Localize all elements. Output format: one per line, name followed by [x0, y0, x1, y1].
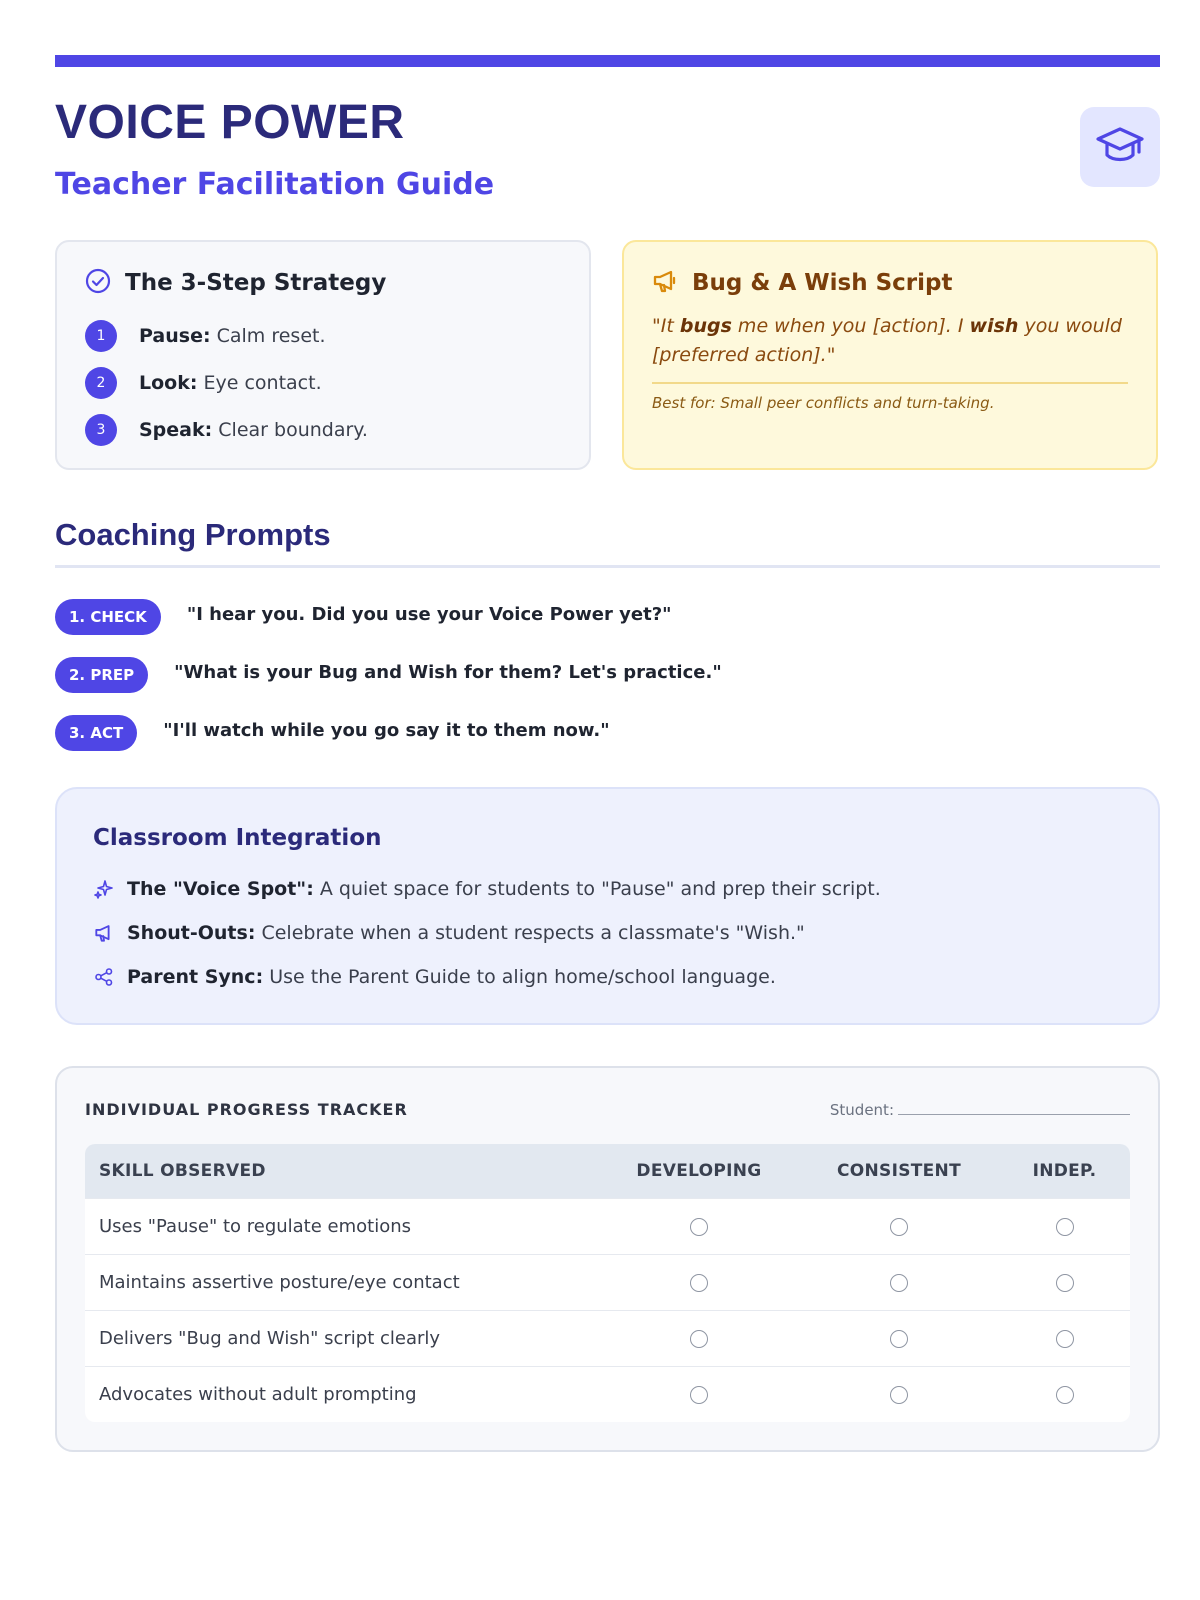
- coaching-prompt: [55, 704, 1160, 762]
- table-row: [85, 1311, 1130, 1367]
- integration-text: [127, 878, 881, 900]
- student-field: [830, 1100, 1130, 1119]
- coaching-prompt: [55, 646, 1160, 704]
- consistent-cell: [799, 1367, 999, 1423]
- progress-tracker: [55, 1066, 1160, 1452]
- strategy-steps: [85, 312, 561, 453]
- top-cards: [55, 240, 1160, 472]
- consistent-cell: [799, 1311, 999, 1367]
- integration-item: [93, 955, 1122, 999]
- student-name-line[interactable]: [898, 1100, 1130, 1115]
- table-row: [85, 1199, 1130, 1255]
- developing-radio[interactable]: [690, 1330, 708, 1348]
- developing-radio[interactable]: [690, 1386, 708, 1404]
- integration-text: [127, 922, 805, 944]
- table-row: [85, 1367, 1130, 1423]
- table-row: [85, 1255, 1130, 1311]
- integration-description: Celebrate when a student respects a classmate's "Wish.": [255, 922, 805, 944]
- integration-label: Parent Sync:: [127, 966, 264, 988]
- prompt-text: "I hear you. Did you use your Voice Power yet?": [186, 603, 672, 625]
- developing-radio[interactable]: [690, 1274, 708, 1292]
- developing-radio[interactable]: [690, 1218, 708, 1236]
- page-subtitle: Teacher Facilitation Guide: [55, 167, 495, 202]
- consistent-radio[interactable]: [890, 1330, 908, 1348]
- developing-cell: [599, 1367, 799, 1423]
- consistent-radio[interactable]: [890, 1218, 908, 1236]
- script-text: you would [preferred action].": [652, 315, 1122, 366]
- independent-radio[interactable]: [1056, 1330, 1074, 1348]
- step-label: Speak:: [139, 418, 213, 441]
- strategy-step: [85, 359, 561, 406]
- share-icon: [93, 966, 115, 988]
- step-text: [139, 419, 368, 441]
- coaching-prompt: [55, 588, 1160, 646]
- coaching-prompts-title: Coaching Prompts: [55, 517, 1160, 568]
- strategy-step: [85, 406, 561, 453]
- independent-radio[interactable]: [1056, 1386, 1074, 1404]
- student-label: Student:: [829, 1100, 894, 1119]
- independent-cell: [999, 1199, 1130, 1255]
- skill-cell: Advocates without adult prompting: [85, 1367, 599, 1423]
- integration-text: [127, 966, 776, 988]
- consistent-radio[interactable]: [890, 1386, 908, 1404]
- step-text: [139, 372, 322, 394]
- header: [55, 67, 1160, 207]
- graduation-cap-badge: [1080, 107, 1160, 187]
- column-header-developing: DEVELOPING: [599, 1144, 799, 1199]
- column-header-skill: SKILL OBSERVED: [85, 1144, 599, 1199]
- integration-label: The "Voice Spot":: [127, 878, 314, 900]
- megaphone-icon: [652, 268, 678, 298]
- graduation-cap-icon: [1095, 125, 1145, 169]
- step-number: 2: [85, 367, 117, 399]
- script-keyword-wish: wish: [969, 315, 1019, 337]
- top-accent-bar: [55, 55, 1160, 67]
- step-number: 3: [85, 414, 117, 446]
- script-text: me when you [action]. I: [731, 315, 970, 337]
- prompt-tag: 1. CHECK: [55, 599, 161, 635]
- script-text: "It: [652, 315, 680, 337]
- developing-cell: [599, 1311, 799, 1367]
- skill-cell: Delivers "Bug and Wish" script clearly: [85, 1311, 599, 1367]
- consistent-radio[interactable]: [890, 1274, 908, 1292]
- step-label: Pause:: [139, 324, 211, 347]
- step-description: Clear boundary.: [218, 418, 368, 441]
- tracker-header: [85, 1094, 1130, 1124]
- step-label: Look:: [139, 371, 198, 394]
- strategy-title: The 3-Step Strategy: [125, 270, 387, 296]
- consistent-cell: [799, 1199, 999, 1255]
- best-for-note: Best for: Small peer conflicts and turn-taking.: [652, 394, 995, 412]
- guide-page: [55, 55, 1160, 1405]
- independent-cell: [999, 1255, 1130, 1311]
- script-keyword-bugs: bugs: [679, 315, 732, 337]
- developing-cell: [599, 1199, 799, 1255]
- tracker-table: [85, 1144, 1130, 1422]
- independent-cell: [999, 1367, 1130, 1423]
- prompt-text: "What is your Bug and Wish for them? Let's practice.": [174, 661, 722, 683]
- integration-description: Use the Parent Guide to align home/school language.: [263, 966, 776, 988]
- megaphone-icon: [93, 922, 115, 944]
- integration-title: Classroom Integration: [93, 825, 382, 851]
- integration-item: [93, 911, 1122, 955]
- coaching-prompts-section: [55, 517, 1160, 762]
- page-title: VOICE POWER: [55, 96, 405, 149]
- table-header-row: [85, 1144, 1130, 1199]
- skill-cell: Maintains assertive posture/eye contact: [85, 1255, 599, 1311]
- step-description: Calm reset.: [216, 324, 326, 347]
- strategy-step: [85, 312, 561, 359]
- column-header-independent: INDEP.: [999, 1144, 1130, 1199]
- integration-item: [93, 867, 1122, 911]
- integration-description: A quiet space for students to "Pause" and prep their script.: [313, 878, 881, 900]
- strategy-card: [55, 240, 591, 470]
- check-circle-icon: [85, 268, 111, 298]
- integration-label: Shout-Outs:: [127, 922, 256, 944]
- strategy-card-header: [85, 268, 561, 298]
- prompt-tag: 3. ACT: [55, 715, 137, 751]
- independent-radio[interactable]: [1056, 1218, 1074, 1236]
- bug-wish-card: [622, 240, 1158, 470]
- independent-radio[interactable]: [1056, 1274, 1074, 1292]
- consistent-cell: [799, 1255, 999, 1311]
- skill-cell: Uses "Pause" to regulate emotions: [85, 1199, 599, 1255]
- independent-cell: [999, 1311, 1130, 1367]
- step-description: Eye contact.: [203, 371, 322, 394]
- bug-wish-card-header: [652, 268, 1128, 298]
- classroom-integration-box: [55, 787, 1160, 1025]
- prompt-tag: 2. PREP: [55, 657, 148, 693]
- step-number: 1: [85, 320, 117, 352]
- tracker-title: INDIVIDUAL PROGRESS TRACKER: [85, 1099, 408, 1119]
- step-text: [139, 325, 326, 347]
- bug-wish-script: [652, 312, 1128, 384]
- sparkles-icon: [93, 878, 115, 900]
- prompt-text: "I'll watch while you go say it to them now.": [163, 719, 610, 741]
- developing-cell: [599, 1255, 799, 1311]
- column-header-consistent: CONSISTENT: [799, 1144, 999, 1199]
- bug-wish-title: Bug & A Wish Script: [692, 270, 953, 296]
